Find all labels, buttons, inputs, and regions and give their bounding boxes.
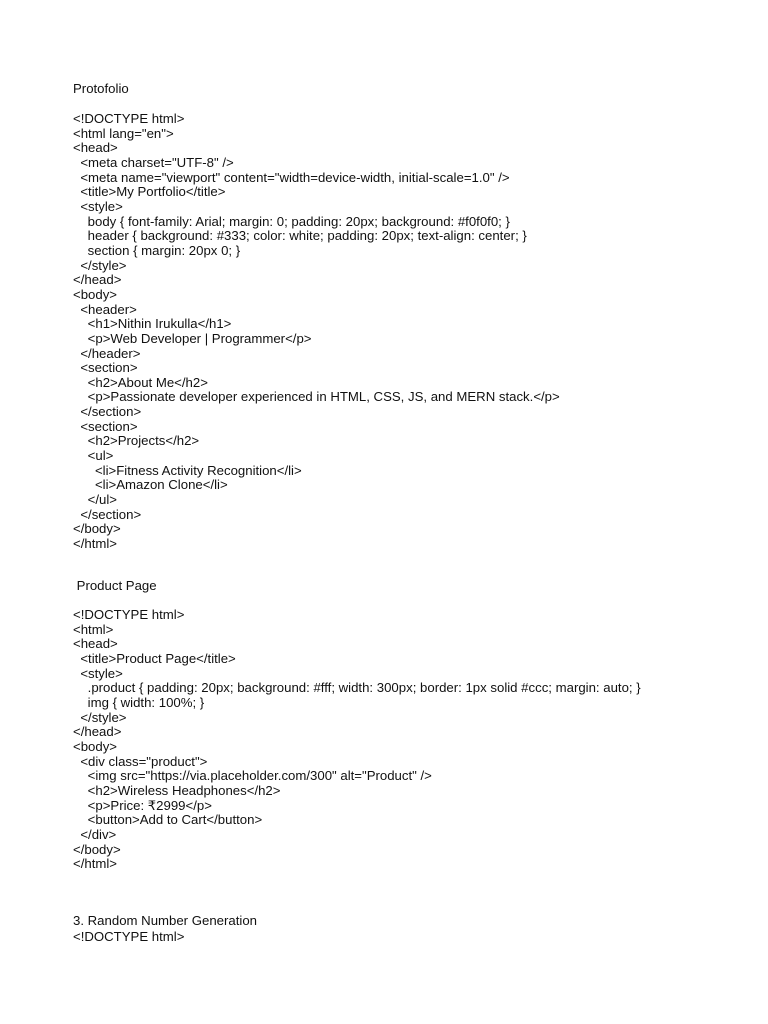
code-block-product-page [73, 608, 693, 872]
code-line: <header> [73, 301, 137, 317]
code-line: <section> [73, 418, 138, 434]
code-block-random-number [73, 930, 693, 945]
code-line: </section> [73, 404, 142, 420]
section-title: 3. Random Number Generation [73, 913, 257, 928]
code-line: <!DOCTYPE html> [73, 929, 185, 944]
code-line: <li>Amazon Clone</li> [73, 477, 228, 493]
code-block-portfolio [73, 112, 693, 552]
code-line: <style> [73, 665, 123, 681]
code-line: body { font-family: Arial; margin: 0; padding: 20px; background: #f0f0f0; } [73, 213, 510, 229]
section-heading-product-page [73, 579, 693, 594]
code-line: <!DOCTYPE html> [73, 111, 185, 126]
code-line: </style> [73, 709, 127, 725]
code-line: </div> [73, 826, 117, 842]
code-line: <p>Passionate developer experienced in HTML, CSS, JS, and MERN stack.</p> [73, 389, 560, 405]
code-line: <meta charset="UTF-8" /> [73, 154, 234, 170]
code-line: <body> [73, 286, 117, 302]
code-line: </html> [73, 536, 117, 552]
code-line: <!DOCTYPE html> [73, 607, 185, 622]
code-line: <ul> [73, 448, 114, 464]
code-line: <meta name="viewport" content="width=device-width, initial-scale=1.0" /> [73, 169, 510, 185]
code-line: <div class="product"> [73, 753, 208, 769]
code-line: img { width: 100%; } [73, 694, 205, 710]
code-line: </header> [73, 345, 141, 361]
code-line: </head> [73, 272, 122, 288]
section-heading-random-number [73, 914, 693, 929]
code-line: <html> [73, 621, 114, 637]
code-line: header { background: #333; color: white; padding: 20px; text-align: center; } [73, 228, 527, 244]
code-line: </html> [73, 856, 117, 872]
code-line: <li>Fitness Activity Recognition</li> [73, 462, 302, 478]
section-title: Protofolio [73, 81, 129, 96]
section-title: Product Page [73, 578, 157, 593]
code-line: <section> [73, 360, 138, 376]
code-line: </style> [73, 257, 127, 273]
code-line: <head> [73, 140, 118, 156]
code-line: <title>My Portfolio</title> [73, 184, 226, 200]
code-line: <body> [73, 738, 117, 754]
code-line: <p>Web Developer | Programmer</p> [73, 330, 312, 346]
code-line: <head> [73, 636, 118, 652]
code-line: <p>Price: ₹2999</p> [73, 797, 212, 813]
code-line: </body> [73, 841, 121, 857]
section-heading-portfolio [73, 82, 693, 97]
code-line: <h2>About Me</h2> [73, 374, 208, 390]
code-line: section { margin: 20px 0; } [73, 242, 241, 258]
code-line: <img src="https://via.placeholder.com/300" alt="Product" /> [73, 768, 432, 784]
code-line: <html lang="en"> [73, 125, 174, 141]
code-line: .product { padding: 20px; background: #fff; width: 300px; border: 1px solid #ccc; margin: auto; } [73, 680, 641, 696]
code-line: <title>Product Page</title> [73, 650, 236, 666]
code-line: </ul> [73, 492, 117, 508]
code-line: <h2>Projects</h2> [73, 433, 200, 449]
code-line: <button>Add to Cart</button> [73, 812, 263, 828]
code-line: <h1>Nithin Irukulla</h1> [73, 316, 232, 332]
code-line: </head> [73, 724, 122, 740]
code-line: </body> [73, 521, 121, 537]
code-line: <h2>Wireless Headphones</h2> [73, 782, 281, 798]
code-line: <style> [73, 198, 123, 214]
code-line: </section> [73, 506, 142, 522]
